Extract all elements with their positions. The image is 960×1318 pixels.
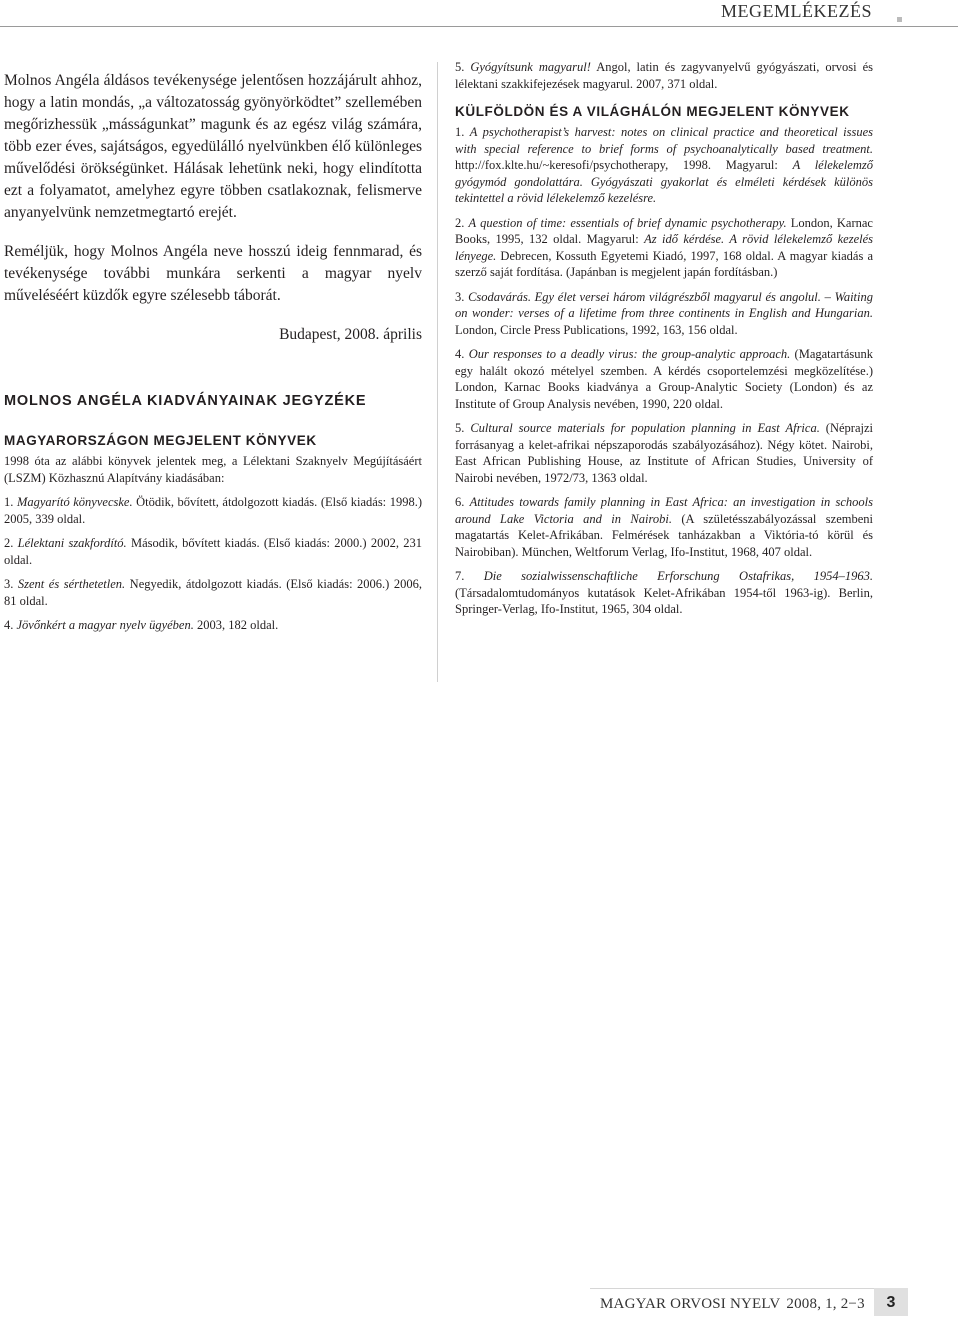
book-entry xyxy=(455,420,873,486)
book-entry xyxy=(4,535,422,568)
book-details: (A születésszabályozással szembeni magatartás Kelet-Afrikában. Felmérések tanházakban a Viktória-tó körül és Nairobiban). München, Weltforum Verlag, Ifo-Institut, 1968, 407 oldal. xyxy=(455,511,873,559)
book-translation-title: Az idő kérdése. A rövid lélekelemző kezelés lényege. xyxy=(455,232,873,263)
publisher-intro: 1998 óta az alábbi könyvek jelentek meg, a Lélektani Szaknyelv Megújításáért (LSZM) Közhasznú Alapítvány kiadásában: xyxy=(4,454,422,485)
foreign-books-heading: KÜLFÖLDÖN ÉS A VILÁGHÁLÓN MEGJELENT KÖNYVEK xyxy=(455,104,850,119)
book-number: 2. xyxy=(455,215,465,230)
tribute-paragraph: Reméljük, hogy Molnos Angéla neve hosszú ideig fennmarad, és tevékenysége további munkára serkenti a magyar nyelv műveléséért küzdők egyre szélesebb táborát. xyxy=(4,243,422,304)
book-details: Angol, latin és zagyvanyelvű gyógyászati, orvosi és lélektani szakkifejezések magyarul. 2007, 371 oldal. xyxy=(455,60,873,91)
book-details: http://fox.klte.hu/~keresofi/psychotherapy, 1998. Magyarul: xyxy=(455,158,793,172)
book-details: Második, bővített kiadás. (Első kiadás: 2000.) 2002, 231 oldal. xyxy=(4,536,423,567)
book-title: A question of time: essentials of brief dynamic psychotherapy. xyxy=(468,215,787,230)
book-number: 4. xyxy=(4,618,14,632)
book-number: 1. xyxy=(4,495,14,509)
book-entry xyxy=(455,124,873,207)
book-title: Attitudes towards family planning in East Africa: an investigation in schools around Lake Victoria and in Nairobi. xyxy=(455,495,873,526)
column-divider xyxy=(437,62,438,682)
book-entry xyxy=(4,576,422,609)
book-number: 1. xyxy=(455,125,465,139)
book-number: 3. xyxy=(4,577,14,591)
left-column xyxy=(4,70,422,642)
right-column xyxy=(455,59,873,626)
book-title: Lélektani szakfordító. xyxy=(17,536,127,550)
book-details: London, Circle Press Publications, 1992, 163, 156 oldal. xyxy=(455,322,738,337)
book-number: 3. xyxy=(455,289,465,304)
tribute-paragraph: Molnos Angéla áldásos tevékenysége jelentősen hozzájárult ahhoz, hogy a latin mondás, „a változatosság gyönyörködtet” szellemében megőrizhessük „másságunkat” magunk és az egész világ számára, több ezer éves, sajátságos, egyedülálló nyelvünkben élő különleges művelődési örökségünket. Hálásak lehetünk neki, hogy elindította ezt a folyamatot, amelyhez egyre többen csatlakoznak, felismerve anyanyelvünk nemzetmegtartó erejét. xyxy=(4,72,422,221)
book-entry xyxy=(455,494,873,560)
book-number: 7. xyxy=(455,569,465,583)
page-number: 3 xyxy=(874,1288,908,1316)
tribute-text xyxy=(4,70,422,307)
book-entry xyxy=(455,568,873,618)
book-translation-title: A lélekelemző gyógymód gondolattára. Gyógyászati gyakorlat és elméleti kérdések különös tekintettel a rövid lélekelemző kezelésre. xyxy=(455,158,873,205)
section-label: MEGEMLÉKEZÉS xyxy=(721,1,872,21)
book-entry xyxy=(455,215,873,281)
book-entry xyxy=(455,346,873,412)
book-entry xyxy=(455,59,873,92)
book-details: 2003, 182 oldal. xyxy=(193,618,279,632)
book-details: (Magatartásunk egy halált okozó mételyel szemben. A kérdés csoportelemzési megközelítése.) London, Karnac Books kiadványa a Group-Analytic Society (London) és az Institute of Group Analysis nevében, 1990, 220 oldal. xyxy=(455,347,873,411)
hungary-books-heading: MAGYARORSZÁGON MEGJELENT KÖNYVEK xyxy=(4,433,317,448)
book-number: 5. xyxy=(455,421,465,435)
book-details: London, Karnac Books, 1995, 132 oldal. Magyarul: xyxy=(455,215,873,246)
book-title: Jövőnkért a magyar nyelv ügyében. xyxy=(16,618,194,632)
book-details-extra: Debrecen, Kossuth Egyetemi Kiadó, 1997, 168 oldal. A magyar kiadás a szerző saját fordítása. (Japánban is megjelent japán fordításban.) xyxy=(455,248,873,279)
book-number: 5. xyxy=(455,60,465,74)
book-details: Negyedik, átdolgozott kiadás. (Első kiadás: 2006.) 2006, 81 oldal. xyxy=(4,577,422,608)
journal-footer xyxy=(600,1294,865,1314)
book-title: A psychotherapist’s harvest: notes on clinical practice and theoretical issues with special reference to brief forms of psychoanalytically based treatment. xyxy=(455,125,873,156)
book-title: Cultural source materials for population planning in East Africa. xyxy=(470,421,820,435)
book-number: 6. xyxy=(455,495,465,509)
book-entry xyxy=(4,494,422,527)
book-details: (Társadalomtudományos kutatások Kelet-Afrikában 1954-től 1963-ig). Berlin, Springer-Verlag, Ifo-Institut, 1965, 304 oldal. xyxy=(455,585,873,616)
book-title: Gyógyítsunk magyarul! xyxy=(470,60,591,74)
book-title: Csodavárás. Egy élet versei három világrészből magyarul és angolul. – Waiting on wonder: verses of a lifetime from three continents in English and Hungarian. xyxy=(455,289,874,320)
book-title: Magyarító könyvecske. xyxy=(16,495,133,509)
book-title: Die sozialwissenschaftliche Erforschung Ostafrikas, 1954–1963. xyxy=(483,569,873,583)
journal-issue: 2008, 1, 2−3 xyxy=(786,1296,865,1312)
book-entry xyxy=(4,617,422,634)
book-title: Szent és sérthetetlen. xyxy=(17,577,126,591)
header-mark xyxy=(897,17,902,22)
book-details: (Néprajzi forrásanyag a kelet-afrikai népszaporodás szabályozásához). Négy kötet. Nairobi, East African Publishing House, az Institute of African Studies, University of Nairobi nevében, 1972/73, 1363 oldal. xyxy=(455,421,873,485)
book-number: 2. xyxy=(4,536,14,550)
place-date: Budapest, 2008. április xyxy=(279,326,422,343)
book-title: Our responses to a deadly virus: the group-analytic approach. xyxy=(468,347,791,361)
book-entry xyxy=(455,289,873,339)
header-rule xyxy=(0,26,958,27)
publications-heading: MOLNOS ANGÉLA KIADVÁNYAINAK JEGYZÉKE xyxy=(4,393,367,409)
footer-rule xyxy=(590,1288,874,1289)
journal-name: MAGYAR ORVOSI NYELV xyxy=(600,1296,781,1312)
book-details: Ötödik, bővített, átdolgozott kiadás. (Első kiadás: 1998.) 2005, 339 oldal. xyxy=(4,495,422,526)
book-number: 4. xyxy=(455,347,465,361)
